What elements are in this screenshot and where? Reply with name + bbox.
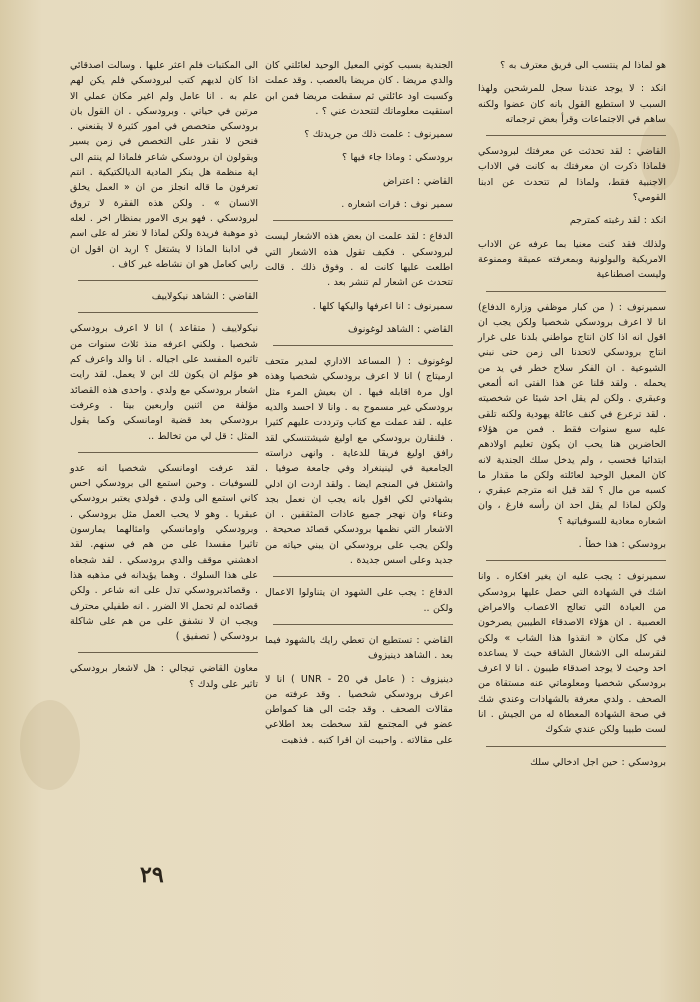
paragraph: برودسكي : وماذا جاء فيها ؟ <box>341 152 453 164</box>
paragraph: القاضي : الشاهد لوغونوف <box>348 323 453 335</box>
text-column-middle <box>265 58 453 756</box>
paragraph: الدفاع : لقد علمت ان بعض هذه الاشعار ليست لبرودسكي . فكيف تقول هذه الاشعار التي اطلعت عليها كانت له . وفوق ذلك . قالت تتحدث عن اشعار لم تنشر بعد . <box>265 231 453 289</box>
paragraph: الدفاع : يجب على الشهود ان يتناولوا الاعمال ولكن .. <box>265 587 453 614</box>
paragraph: القاضي : اعتراض <box>382 175 453 187</box>
paragraph: الى المكتبات فلم اعثر عليها . وسالت اصدقائي اذا كان لديهم كتب لبرودسكي فلم يكن لهم علم به . انا عامل ولم اغير مكان عملي الا مرتين في حياتي . وبرودسكي . ان القول بان برودسكي متخصص في امور كثيرة لا يقنعني . فنحن لا نقدر على التخصص في زمن يسير ويقولون ان برودسكي شاعر فلماذا لم ينتم الى اية منظمة هل ينكر المادية الديالكتيكية . انتم تعرفون ما قاله انجلز من ان « العمل يخلق الانسان » . ولكن هذه الفقرة لا تروق لبرودسكي . فهو يرى الامور بمنظار اخر . لعله ذو موهبة فريدة ولكن لماذا لا نعثر له على اسم في ادابنا الماذا لا يشتغل ؟ اريد ان اقول ان رايي كعامل هو ان نشاطه غير كاف . <box>70 60 258 270</box>
paragraph: برودسكي : حين اجل ادخالي سلك <box>530 756 666 768</box>
column-divider <box>78 452 258 453</box>
paragraph: القاضي : لقد تحدثت عن معرفتك لبرودسكي فلماذا ذكرت ان معرفتك به كانت في الاداب الاجنبية فقط، ولماذا لم تتحدث عن ادبنا القومي؟ <box>478 146 666 204</box>
paragraph: هو لماذا لم ينتسب الى فريق معترف به ؟ <box>500 60 666 71</box>
paragraph: ولذلك فقد كنت معنيا بما عرفه عن الاداب الامريكية والبولونية وبمعرفته عميقة وممنوعة وليست اصطناعية <box>478 238 666 281</box>
paragraph: سميرنوف : علمت ذلك من جريدتك ؟ <box>304 129 453 141</box>
page-number: ٢٩ <box>140 862 164 888</box>
column-divider <box>273 624 453 625</box>
paragraph: برودسكي : هذا خطأ . <box>578 539 666 551</box>
text-column-left <box>70 58 258 700</box>
column-divider <box>273 345 453 346</box>
paragraph: لوغونوف : ( المساعد الاداري لمدير متحف ارميتاج ) انا لا اعرف برودسكي شخصيا وهذه اول مرة اقابله فيها . ان بعيش المرء مثل برودسكي غير مسموح به . وانا لا احسد والديه عليه . لقد عملت مع كتاب وترددت عليهم كثيرا . فلنقارن برودسكي مع اوليغ شيشتنسكي لقد رافق اوليغ فريقا للدعاية . وانهى دراسته الجامعية في لينينغراد وفي جامعة صوفيا . واشتغل في المنجم ايضا . ولقد اردت ان ادلي بشهادتي لكي اقول بانه يجب ان نعمل بجد وعناء وان نهجر جميع عادات المثقفين . ان الاشعار التي نظمها برودسكي قصائد صحيحة . ولكن يجب على برودسكي ان يبني حياته من جديد وعلى اسس جديدة . <box>265 356 453 567</box>
column-divider <box>486 560 666 561</box>
column-divider <box>78 280 258 281</box>
paper-stain <box>20 700 80 790</box>
paragraph: القاضي : الشاهد نيكولاييف <box>151 291 258 303</box>
paragraph: سمير نوف : قرات اشعاره . <box>341 199 453 211</box>
paragraph: انكد : لا يوجد عندنا سجل للمرشحين ولهذا السبب لا استطيع القول بانه كان عضوا ولكنه ساهم في الاجتماعات وقرأ بعض ترجماته <box>478 83 666 125</box>
text-column-right <box>478 58 666 778</box>
column-divider <box>486 746 666 747</box>
paragraph: انكد : لقد رغبته كمترجم <box>569 215 666 227</box>
column-divider <box>78 652 258 653</box>
column-divider <box>273 576 453 577</box>
paragraph: لقد عرفت اومانسكي شخصيا انه عدو للسوفيات . وحين استمع الى برودسكي احس كاني استمع الى ولدي . فولدي يعتبر برودسكي عبقريا . وهو لا يحب العمل مثل برودسكي . وبرودسكي واومانسكي وامثالهما يمارسون تاثيرا مفسدا على من هم في سنهم. لقد ادهشني موقف والدي برودسكي . لقد شجعاه على هذا السلوك . وهما يؤيدانه في مذهبه هذا . وقصائدبرودسكي تدل على انه شاعر . ولكن قصائده لم تحمل الا الضرر . انه طفيلي محترف ويجب ان لا نشفق على من هم على شاكلة برودسكي ( تصفيق ) <box>70 462 258 643</box>
paragraph: دينيزوف : ( عامل في UNR - 20 ) انا لا اعرف برودسكي شخصيا . وقد عرفته من مقالات الصحف . وقد جئت الى هنا كمواطن عضو في المجتمع لقد سخطت بعد اطلاعي على مقالاته . واحببت ان اقرا كتبه . فذهبت <box>265 673 453 746</box>
column-divider <box>486 291 666 292</box>
paragraph: سميرنوف : انا اعرفها واليكها كلها . <box>312 300 453 312</box>
paragraph: الجندية بسبب كوني المعيل الوحيد لعائلتي كان والدي مريضا . كان مريضا بالعصب . وقد عملت وكسبت اود عائلتي ثم سقطت مريضا فمن ابن استقيت معلوماتك لتتحدث عني ؟ . <box>265 60 453 117</box>
column-divider <box>273 220 453 221</box>
column-divider <box>486 135 666 136</box>
column-divider <box>78 312 258 313</box>
paragraph: معاون القاضي تيجالي : هل لاشعار برودسكي تاثير على ولدك ؟ <box>70 663 258 690</box>
paragraph: نيكولاييف ( متقاعد ) انا لا اعرف برودسكي شخصيا . ولكني اعرفه منذ ثلاث سنوات من تاثيره المفسد على اجياله . انا والد واعرف كم هو مؤلم ان يكون لك ابن لا يعمل. لقد رايت اشعار برودسكي مع ولدي . واحدى هذه القصائد مؤلفة من اثنين واربعين بيتا . وعرفت برودسكي بعد قضية اومانسكي وكما يقول المثل : قل لي من تخالط .. <box>70 323 258 442</box>
paragraph: سميرنوف : يجب عليه ان يغير افكاره . وانا اشك في الشهادة التي حصل عليها برودسكي من العيادة التي تعالج الاعصاب والامراض العصبية . ان هؤلاء الاصدقاء الطيبين يصرخون في كل مكان « انقذوا هذا الشاب » ولكن لنقرسله الى الاشغال الشاقة حيث لا يساعده احد وحيث لا يوجد اصدقاء طيبون . انا لا اعرف برودسكي شخصيا ومعلوماتي عنه مستقاة من الصحف . ولدي معرفة بالشهادات وعندي شك في صحة الشهادة المعطاة له من الجيش . انا لست طبيبا ولكن عندي شكوك <box>478 571 666 736</box>
paragraph: سميرنوف : ( من كبار موظفي وزارة الدفاع) انا لا اعرف برودسكي شخصيا ولكن يجب ان اقول انه اذا كان انتاج مواطني بلدنا على غرار انتاج برودسكي لاتحدنا الى زمن حتى نبني الشيوعية . ان الفكر سلاح خطر في يد من يحمله . ولقد قلنا عن هذا الفتى انه ألمعي وعبقري . ولكن لم يقل احد شيئا عن شخصيته . لقد ترعرع في كنف عائلة يهودية ولكنه تلقى عليه سبع سنوات فقط . فمن من هؤلاء الحاضرين هنا يحب ان يكون تعليم اولادهم ابتدائيا فحسب ، ولم يدخل سلك الجندية لانه كان المعيل الوحيد لعائلته ولكن ما مقدار ما كسبه من مال ؟ لقد قيل انه مترجم عبقري ، ولكن لماذا لم يقل احد ان رأسه فارغ ، وان اشعاره معادية للسوفياتية ؟ <box>478 301 666 527</box>
paragraph: القاضي : تستطيع ان تعطي رايك بالشهود فيما بعد . الشاهد دينيزوف <box>265 634 453 662</box>
